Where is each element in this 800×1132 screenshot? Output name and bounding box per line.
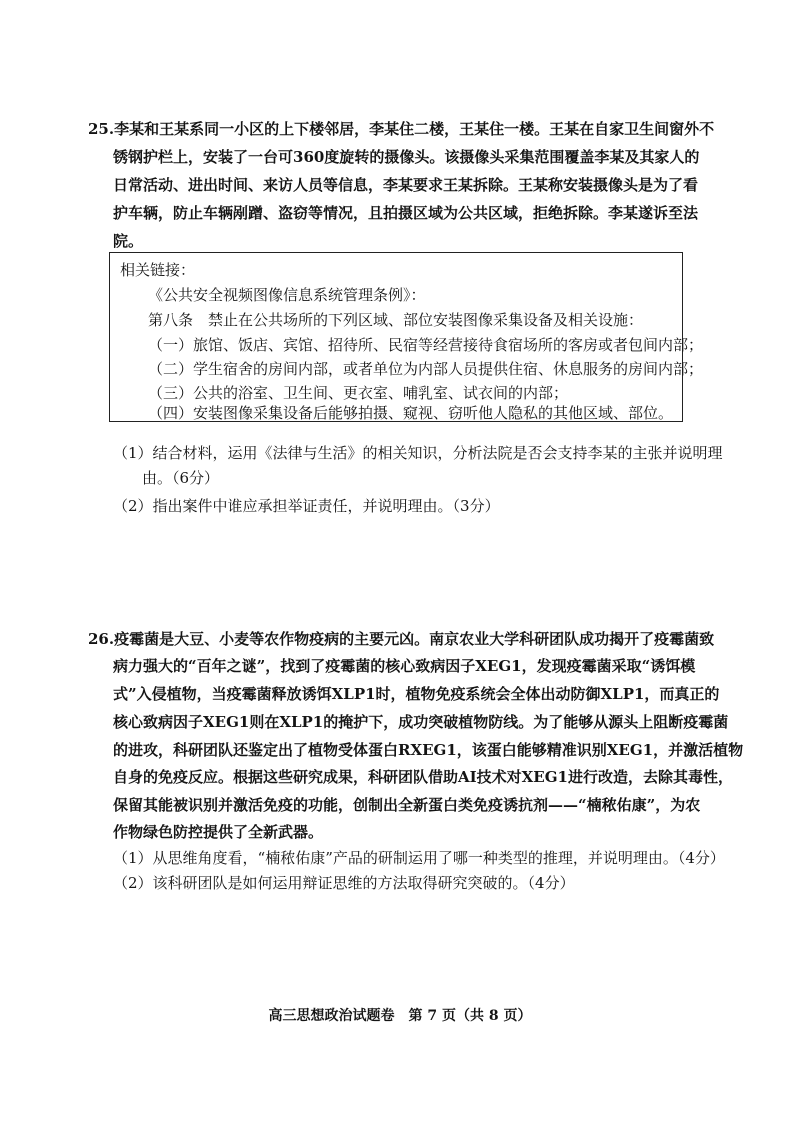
q25-sub-1-cont: 由。（6分） <box>142 469 220 487</box>
q26-line-6: 自身的免疫反应。根据这些研究成果，科研团队借助AI技术对XEG1进行改造，去除其毒性， <box>113 768 733 786</box>
q25-sub-2: （2）指出案件中谁应承担举证责任，并说明理由。（3分） <box>113 497 500 515</box>
q25-sub-1: （1）结合材料，运用《法律与生活》的相关知识，分析法院是否会支持李某的主张并说明理 <box>113 444 723 462</box>
clause-3: （三）公共的浴室、卫生间、更衣室、哺乳室、试衣间的内部； <box>148 384 569 402</box>
q25-line-3: 日常活动、进出时间、来访人员等信息，李某要求王某拆除。王某称安装摄像头是为了看 <box>113 176 699 194</box>
q26-line-5: 的进攻，科研团队还鉴定出了植物受体蛋白RXEG1，该蛋白能够精准识别XEG1，并激活植物 <box>113 741 744 759</box>
q26-line-8: 作物绿色防控提供了全新武器。 <box>113 823 324 841</box>
q26-sub-1: （1）从思维角度看，“楠秾佑康”产品的研制运用了哪一种类型的推理，并说明理由。（4分） <box>113 849 725 867</box>
q25-line-1: 25.李某和王某系同一小区的上下楼邻居，李某住二楼，王某住一楼。王某在自家卫生间窗外不 <box>88 120 715 138</box>
q26-line-4: 核心致病因子XEG1则在XLP1的掩护下，成功突破植物防线。为了能够从源头上阻断疫霉菌 <box>113 713 729 731</box>
q25-line-4: 护车辆，防止车辆剐蹭、盗窃等情况，且拍摄区域为公共区域，拒绝拆除。李某遂诉至法 <box>113 204 699 222</box>
clause-2: （二）学生宿舍的房间内部，或者单位为内部人员提供住宿、休息服务的房间内部； <box>148 360 704 378</box>
regulation-title: 《公共安全视频图像信息系统管理条例》： <box>148 286 426 304</box>
q26-line-1: 26.疫霉菌是大豆、小麦等农作物疫病的主要元凶。南京农业大学科研团队成功揭开了疫霉菌致 <box>88 630 715 648</box>
article-eight: 第八条 禁止在公共场所的下列区域、部位安装图像采集设备及相关设施： <box>148 311 644 329</box>
clause-4: （四）安装图像采集设备后能够拍摄、窥视、窃听他人隐私的其他区域、部位。 <box>148 404 674 422</box>
q26-sub-2: （2）该科研团队是如何运用辩证思维的方法取得研究突破的。（4分） <box>113 874 575 892</box>
q26-line-2: 病力强大的“百年之谜”，找到了疫霉菌的核心致病因子XEG1，发现疫霉菌采取“诱饵模 <box>113 657 696 675</box>
q26-line-7: 保留其能被识别并激活免疫的功能，创制出全新蛋白类免疫诱抗剂——“楠秾佑康”，为农 <box>113 796 701 814</box>
q25-line-5: 院。 <box>113 232 144 250</box>
q25-line-2: 锈钢护栏上，安装了一台可360度旋转的摄像头。该摄像头采集范围覆盖李某及其家人的 <box>113 148 700 166</box>
clause-1: （一）旅馆、饭店、宾馆、招待所、民宿等经营接待食宿场所的客房或者包间内部； <box>148 336 704 354</box>
page-footer: 高三思想政治试题卷 第 7 页（共 8 页） <box>268 1008 532 1024</box>
q26-line-3: 式”入侵植物，当疫霉菌释放诱饵XLP1时，植物免疫系统会全体出动防御XLP1，而真正的 <box>113 685 720 703</box>
related-links-title: 相关链接： <box>120 261 196 279</box>
